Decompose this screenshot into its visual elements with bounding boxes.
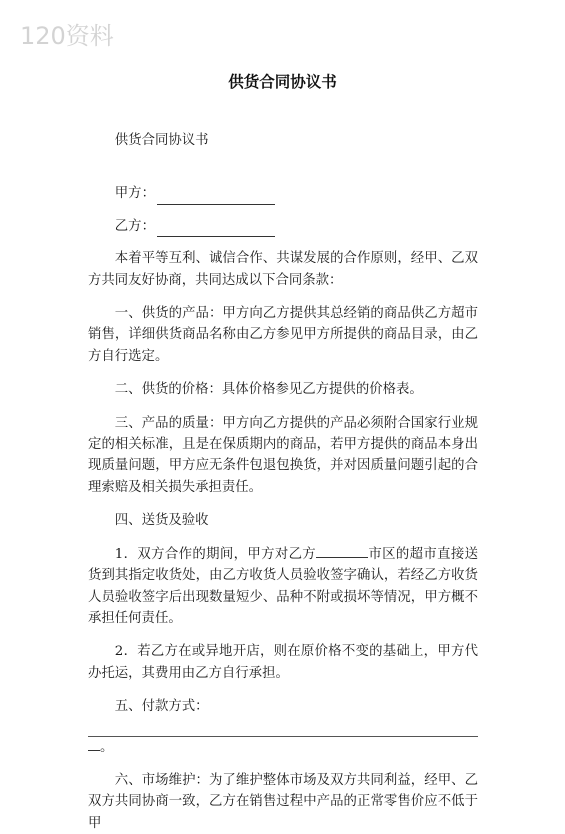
- clause-4-2: 2．若乙方在或异地开店，则在原价格不变的基础上，甲方代办托运，其费用由乙方自行承担。: [88, 644, 478, 681]
- clause-4-1: [88, 544, 478, 630]
- party-b-label: 乙方：: [114, 218, 155, 234]
- party-a-blank: [157, 190, 275, 205]
- party-b-line: [88, 216, 478, 237]
- clause-6: 六、市场维护：为了维护整体市场及双方共同利益，经甲、乙双方共同协商一致，乙方在销售过程中产品的正常零售价应不低于甲: [88, 772, 478, 831]
- payment-terms-blank: [88, 722, 478, 737]
- watermark: 120资料: [20, 22, 114, 50]
- clause-2: 二、供货的价格：具体价格参见乙方提供的价格表。: [114, 382, 423, 398]
- document-body: [88, 130, 478, 834]
- party-a-label: 甲方：: [114, 186, 155, 202]
- clause-4-1-start: 1．双方合作的期间，甲方对乙方: [114, 546, 317, 562]
- document-subtitle: 供货合同协议书: [114, 133, 209, 148]
- payment-terms-period: 。: [100, 739, 114, 755]
- clause-5-heading: 五、付款方式：: [114, 699, 209, 715]
- clause-3: 三、产品的质量：甲方向乙方提供的产品必须附合国家行业规定的相关标准，且是在保质期内的商品，若甲方提供的商品本身出现质量问题，甲方应无条件包退包换货，并对因质量问题引起的合理索赔及相关损失承担责任。: [88, 415, 478, 495]
- party-a-line: [88, 183, 478, 204]
- clause-1: 一、供货的产品：甲方向乙方提供其总经销的商品供乙方超市销售，详细供货商品名称由乙方参见甲方所提供的商品目录，由乙方自行选定。: [88, 306, 478, 364]
- party-b-blank: [157, 222, 275, 237]
- payment-terms-end: [88, 737, 478, 758]
- city-blank: [316, 545, 368, 558]
- document-title: 供货合同协议书: [228, 73, 337, 91]
- intro-paragraph: 本着平等互利、诚信合作、共谋发展的合作原则，经甲、乙双方共同友好协商，共同达成以下合同条款：: [88, 251, 478, 288]
- clause-4-1-rest: 市区的超市直接送货到其指定收货处，由乙方收货人员验收签字确认，若经乙方收货人员验收签字后出现数量短少、品种不附或损坏等情况，甲方概不承担任何责任。: [88, 546, 478, 626]
- clause-4-heading: 四、送货及验收: [114, 513, 209, 529]
- payment-terms-short-blank: [88, 738, 100, 751]
